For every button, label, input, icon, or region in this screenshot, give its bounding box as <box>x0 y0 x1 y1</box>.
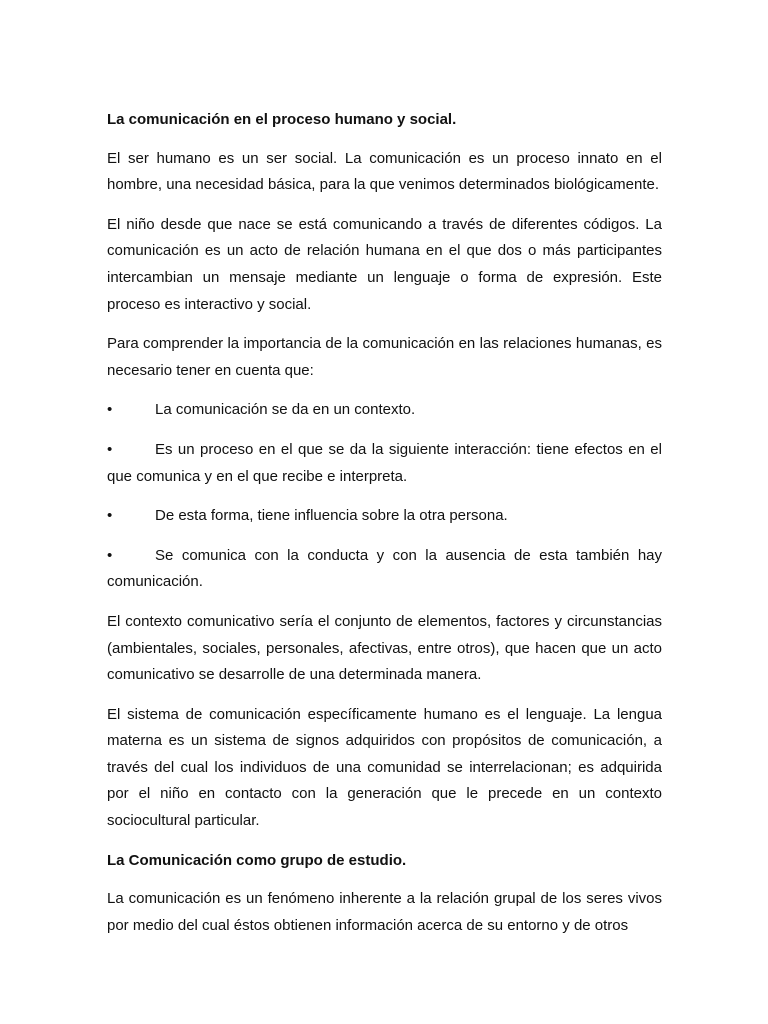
bullet-item-4 <box>107 543 662 596</box>
paragraph-3: Para comprender la importancia de la comunicación en las relaciones humanas, es necesario tener en cuenta que: <box>107 335 662 379</box>
bullet-mark: • <box>107 507 113 525</box>
document-page <box>107 107 662 952</box>
bullet-item-2 <box>107 437 662 490</box>
bullet-text: La comunicación se da en un contexto. <box>155 401 416 419</box>
bullet-item-3 <box>107 503 662 530</box>
section-heading-1: La comunicación en el proceso humano y social. <box>107 111 457 128</box>
paragraph-6: La comunicación es un fenómeno inherente a la relación grupal de los seres vivos por medio del cual éstos obtienen información acerca de su entorno y de otros <box>107 890 662 934</box>
bullet-text: De esta forma, tiene influencia sobre la otra persona. <box>155 507 508 525</box>
bullet-text: Se comunica con la conducta y con la ausencia de esta también hay comunicación. <box>107 546 662 591</box>
bullet-item-1 <box>107 397 662 424</box>
section-heading-2: La Comunicación como grupo de estudio. <box>107 851 407 869</box>
paragraph-4: El contexto comunicativo sería el conjunto de elementos, factores y circunstancias (ambientales, sociales, personales, afectivas, entre otros), que hacen que un acto comunicativo se desarrolle de una determinada manera. <box>107 612 662 684</box>
paragraph-5: El sistema de comunicación específicamente humano es el lenguaje. La lengua materna es un sistema de signos adquiridos con propósitos de comunicación, a través del cual los individuos de una comunidad se interrelacionan; es adquirida por el niño en contacto con la generación que le precede en un contexto sociocultural particular. <box>107 705 662 830</box>
bullet-mark: • <box>107 440 113 458</box>
paragraph-1: El ser humano es un ser social. La comunicación es un proceso innato en el hombre, una necesidad básica, para la que venimos determinados biológicamente. <box>107 149 662 194</box>
bullet-mark: • <box>107 546 113 564</box>
bullet-text: Es un proceso en el que se da la siguiente interacción: tiene efectos en el que comunica y en el que recibe e interpreta. <box>107 440 662 485</box>
paragraph-2: El niño desde que nace se está comunicando a través de diferentes códigos. La comunicación es un acto de relación humana en el que dos o más participantes intercambian un mensaje mediante un lenguaje o forma de expresión. Este proceso es interactivo y social. <box>107 215 662 313</box>
bullet-mark: • <box>107 401 113 419</box>
